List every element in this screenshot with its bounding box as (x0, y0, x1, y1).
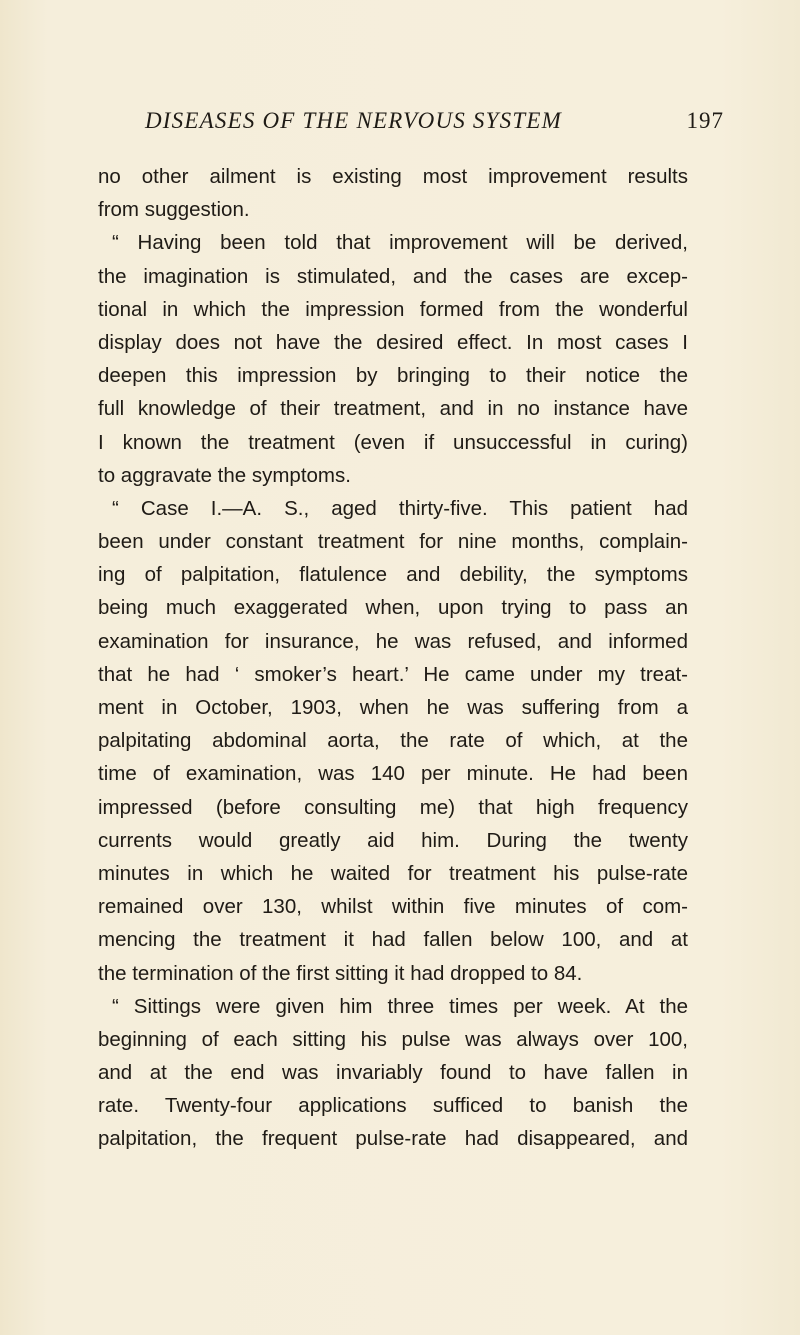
text-line: deepen this impression by bringing to their notice the (98, 364, 688, 388)
text-line: “ Having been told that improvement will be derived, (112, 231, 688, 255)
text-line: that he had ‘ smoker’s heart.’ He came under my treat- (98, 662, 688, 686)
text-line: mencing the treatment it had fallen below 100, and at (98, 928, 688, 952)
text-line: display does not have the desired effect. In most cases I (98, 330, 688, 354)
text-line: been under constant treatment for nine months, complain- (98, 530, 688, 554)
text-line: I known the treatment (even if unsuccessful in curing) (98, 430, 688, 454)
text-line: rate. Twenty-four applications sufficed to banish the (98, 1094, 688, 1118)
text-line: the imagination is stimulated, and the cases are excep- (98, 264, 688, 288)
text-line: examination for insurance, he was refused, and informed (98, 629, 688, 653)
text-line: “ Case I.—A. S., aged thirty-five. This patient had (112, 496, 688, 520)
text-line: beginning of each sitting his pulse was always over 100, (98, 1027, 688, 1051)
text-line: palpitation, the frequent pulse-rate had disappeared, and (98, 1127, 688, 1151)
text-line: from suggestion. (98, 198, 250, 222)
text-line: palpitating abdominal aorta, the rate of which, at the (98, 729, 688, 753)
running-title: DISEASES OF THE NERVOUS SYSTEM (145, 108, 562, 133)
running-head (98, 108, 724, 144)
text-line: “ Sittings were given him three times per week. At the (112, 994, 688, 1018)
text-line: full knowledge of their treatment, and in no instance have (98, 397, 688, 421)
text-line: and at the end was invariably found to have fallen in (98, 1061, 688, 1085)
text-line: no other ailment is existing most improvement results (98, 165, 688, 188)
text-line: minutes in which he waited for treatment his pulse-rate (98, 861, 688, 885)
text-line: currents would greatly aid him. During the twenty (98, 828, 688, 852)
text-line: the termination of the first sitting it had dropped to 84. (98, 961, 583, 985)
text-line: to aggravate the symptoms. (98, 463, 351, 487)
text-line: time of examination, was 140 per minute. He had been (98, 762, 688, 786)
text-line: being much exaggerated when, upon trying to pass an (98, 596, 688, 620)
page-number: 197 (686, 108, 724, 133)
body-text (98, 160, 688, 1156)
text-line: remained over 130, whilst within five minutes of com- (98, 895, 688, 919)
text-line: ment in October, 1903, when he was suffering from a (98, 696, 688, 719)
text-line: impressed (before consulting me) that high frequency (98, 795, 688, 819)
text-line: ing of palpitation, flatulence and debility, the symptoms (98, 563, 688, 587)
text-line: tional in which the impression formed from the wonderful (98, 297, 688, 321)
